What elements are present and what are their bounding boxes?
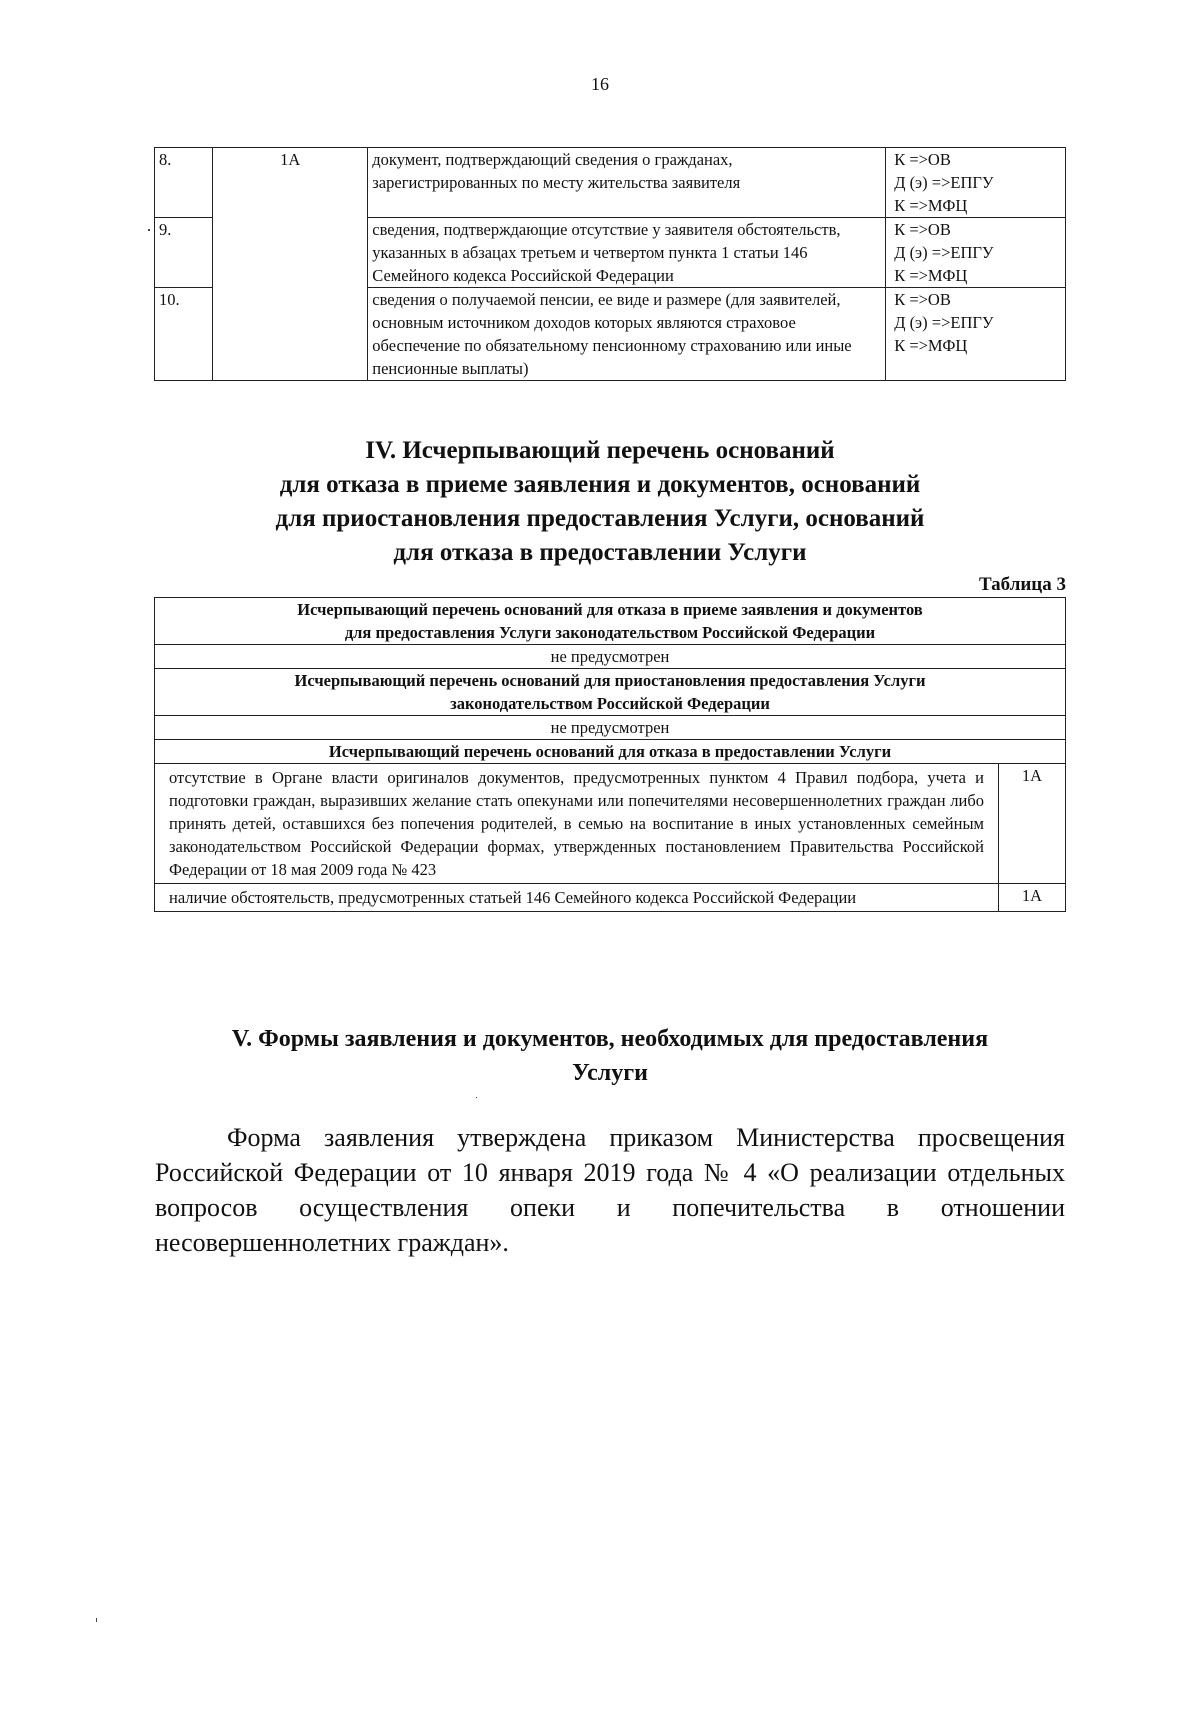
heading-line: для предоставления Услуги законодательством Российской Федерации: [344, 623, 876, 642]
row-description: сведения о получаемой пенсии, ее виде и размере (для заявителей, основным источником доходов которых являются страховое обеспечение по обязательному пенсионному страхованию или иные пенсионные выплаты): [368, 288, 886, 381]
heading-line: V. Формы заявления и документов, необходимых для предоставления: [231, 1026, 989, 1052]
scan-speck: [96, 1618, 97, 1622]
refusal-grounds-table: [154, 597, 1066, 912]
row-number: 8.: [155, 148, 213, 218]
section-5-heading: [160, 1022, 1060, 1090]
row-channels: [886, 218, 1066, 288]
grounds-refusal-heading: Исчерпывающий перечень оснований для отказа в предоставлении Услуги: [155, 740, 1066, 764]
table-row: [155, 645, 1066, 669]
refusal-reason: наличие обстоятельств, предусмотренных статьей 146 Семейного кодекса Российской Федерации: [155, 884, 999, 912]
row-code: [213, 218, 368, 288]
row-code: [213, 288, 368, 381]
row-channels: [886, 148, 1066, 218]
table-row: [155, 148, 1066, 218]
heading-line: Услуги: [572, 1060, 648, 1086]
channel: Д (э) =>ЕПГУ: [894, 243, 994, 262]
row-code: 1А: [213, 148, 368, 218]
table-row: [155, 288, 1066, 381]
heading-line: для приостановления предоставления Услуги, оснований: [275, 505, 925, 532]
table-row: [155, 598, 1066, 645]
row-description: документ, подтверждающий сведения о гражданах, зарегистрированных по месту жительства заявителя: [368, 148, 886, 218]
refusal-reason: отсутствие в Органе власти оригиналов документов, предусмотренных пунктом 4 Правил подбора, учета и подготовки граждан, выразивших желание стать опекунами или попечителями несовершеннолетних граждан либо принять детей, оставшихся без попечения родителей, в семью на воспитание в иных установленных семейным законодательством Российской Федерации формах, утвержденных постановлением Правительства Российской Федерации от 18 мая 2009 года № 423: [155, 764, 999, 884]
row-description: сведения, подтверждающие отсутствие у заявителя обстоятельств, указанных в абзацах третьем и четвертом пункта 1 статьи 146 Семейного кодекса Российской Федерации: [368, 218, 886, 288]
row-number: 10.: [155, 288, 213, 381]
refusal-reason-code: 1А: [999, 764, 1066, 884]
table-row: [155, 764, 1066, 884]
table-row: [155, 218, 1066, 288]
channel: К =>МФЦ: [894, 266, 968, 285]
table-row: [155, 740, 1066, 764]
grounds-reception-value: не предусмотрен: [155, 645, 1066, 669]
table-row: [155, 716, 1066, 740]
page-number: 16: [591, 74, 609, 94]
channel: К =>МФЦ: [894, 336, 968, 355]
section-4-heading: [0, 434, 1200, 570]
scan-speck: [148, 229, 150, 231]
form-paragraph: Форма заявления утверждена приказом Министерства просвещения Российской Федерации от 10 января 2019 года № 4 «О реализации отдельных вопросов осуществления опеки и попечительства в отношении несовершеннолетних граждан».: [155, 1123, 1065, 1257]
documents-table-continuation: [154, 147, 1066, 381]
table-3-label: Таблица 3: [978, 574, 1066, 595]
row-channels: [886, 288, 1066, 381]
grounds-suspension-heading: [155, 669, 1066, 716]
heading-line: законодательством Российской Федерации: [450, 694, 770, 713]
channel: Д (э) =>ЕПГУ: [894, 313, 994, 332]
heading-line: для отказа в приеме заявления и документов, оснований: [279, 471, 921, 498]
heading-line: для отказа в предоставлении Услуги: [393, 539, 807, 566]
grounds-reception-heading: [155, 598, 1066, 645]
heading-line: IV. Исчерпывающий перечень оснований: [365, 437, 835, 464]
scan-speck: [476, 1097, 477, 1098]
refusal-reason-code: 1А: [999, 884, 1066, 912]
channel: К =>ОВ: [894, 150, 951, 169]
table-row: [155, 669, 1066, 716]
heading-line: Исчерпывающий перечень оснований для отказа в приеме заявления и документов: [297, 600, 923, 619]
channel: К =>ОВ: [894, 220, 951, 239]
channel: Д (э) =>ЕПГУ: [894, 173, 994, 192]
channel: К =>МФЦ: [894, 196, 968, 215]
grounds-suspension-value: не предусмотрен: [155, 716, 1066, 740]
row-number: 9.: [155, 218, 213, 288]
heading-line: Исчерпывающий перечень оснований для приостановления предоставления Услуги: [294, 671, 926, 690]
table-row: [155, 884, 1066, 912]
channel: К =>ОВ: [894, 290, 951, 309]
